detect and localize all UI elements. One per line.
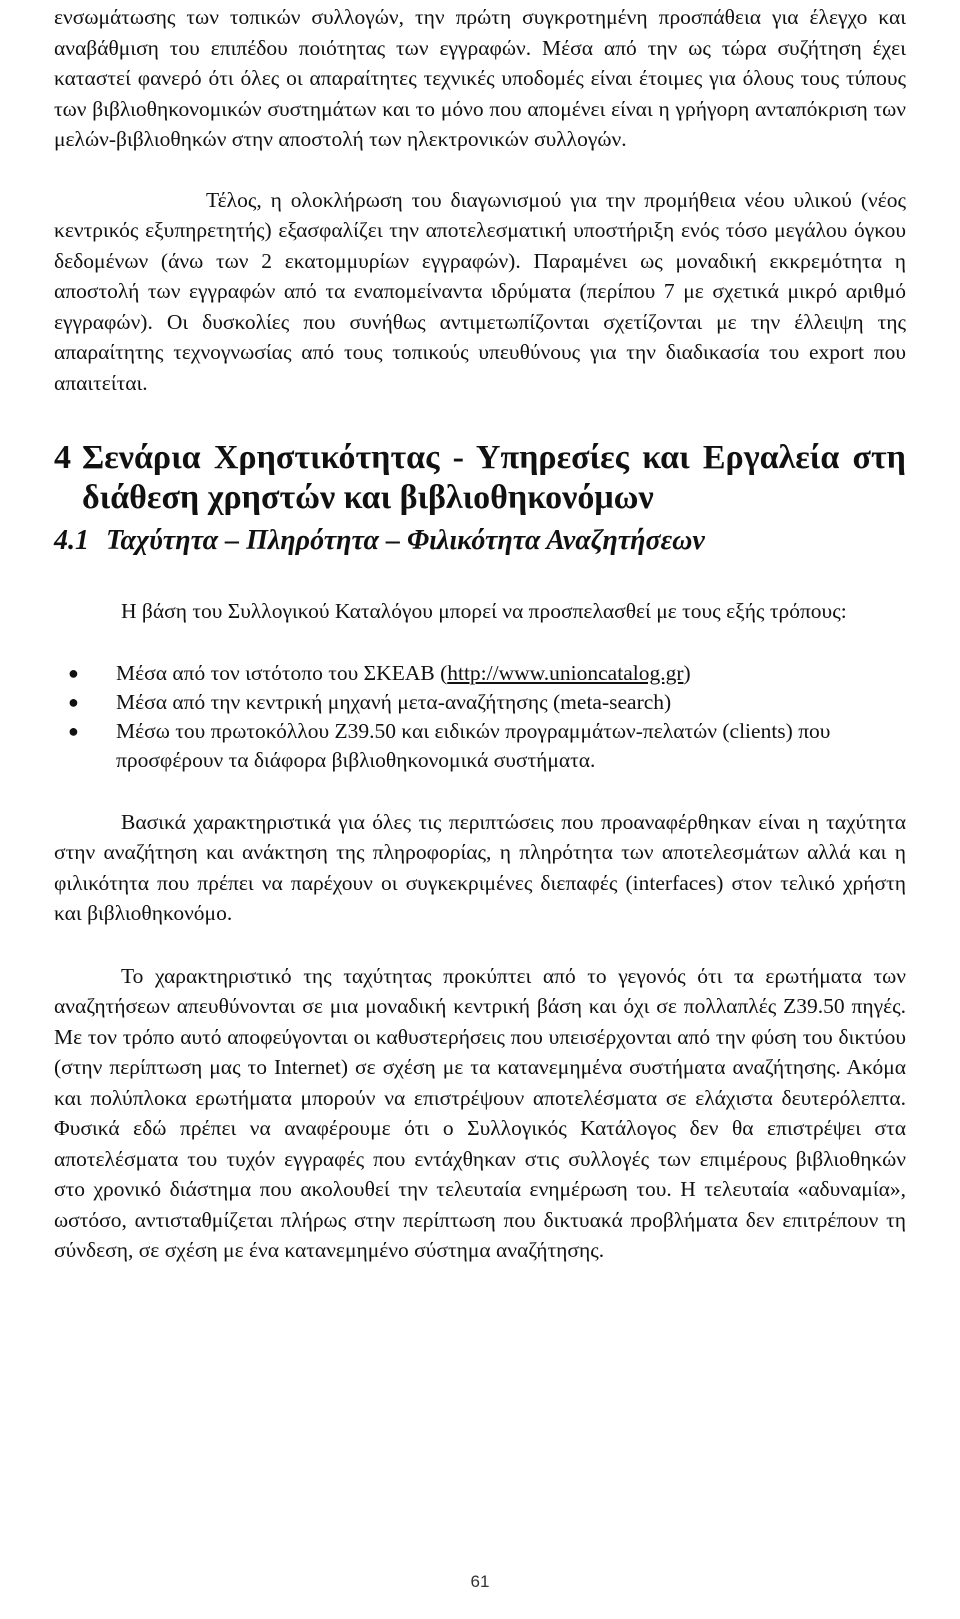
section-title: Σενάρια Χρηστικότητας - Υπηρεσίες και Εργαλεία στη διάθεση χρηστών και βιβλιοθηκονόμων <box>82 439 906 516</box>
list-item-text: Μέσα από τον ιστότοπο του ΣΚΕΑΒ (http://www.unioncatalog.gr) <box>116 660 691 685</box>
paragraph-collection-integration: ενσωμάτωσης των τοπικών συλλογών, την πρώτη συγκροτημένη προσπάθεια για έλεγχο και αναβάθμιση του επιπέδου ποιότητας των εγγραφών. Μέσα από την ως τώρα συζήτηση έχει καταστεί φανερό ότι όλες οι απαραίτητες τεχνικές υποδομές είναι έτοιμες για όλους τους τύπους των βιβλιοθηκονομικών συστημάτων και το μόνο που απομένει είναι η γρήγορη ανταπόκριση των μελών-βιβλιοθηκών στην αποστολή των ηλεκτρονικών συλλογών. <box>54 5 906 151</box>
subsection-title: Ταχύτητα – Πληρότητα – Φιλικότητα Αναζητήσεων <box>106 525 705 556</box>
paragraph-key-characteristics: Βασικά χαρακτηριστικά για όλες τις περιπτώσεις που προαναφέρθηκαν είναι η ταχύτητα στην αναζήτηση και ανάκτηση της πληροφορίας, η πληρότητα των αποτελεσμάτων αλλά και η φιλικότητα που πρέπει να παρέχουν οι συγκεκριμένες διεπαφές (interfaces) στον τελικό χρήστη και βιβλιοθηκονόμο. <box>54 809 906 925</box>
list-item-text: Μέσα από την κεντρική μηχανή μετα-αναζήτησης (meta-search) <box>116 689 672 714</box>
document-page <box>54 0 906 1266</box>
section-number: 4 <box>54 439 71 476</box>
bullet-icon: ● <box>68 691 79 712</box>
list-item <box>54 688 906 717</box>
paragraph-access-methods: Η βάση του Συλλογικού Καταλόγου μπορεί να προσπελασθεί με τους εξής τρόπους: <box>121 599 847 623</box>
list-item <box>54 717 906 775</box>
access-methods-list <box>54 659 906 775</box>
list-item <box>54 659 906 688</box>
subsection-heading <box>54 524 906 558</box>
section-heading <box>54 438 906 518</box>
list-item-text: Μέσω του πρωτοκόλλου Z39.50 και ειδικών προγραμμάτων-πελατών (clients) που προσφέρουν τα διάφορα βιβλιοθηκονομικά συστήματα. <box>116 718 831 772</box>
page-number: 61 <box>470 1572 490 1591</box>
subsection-number: 4.1 <box>54 525 89 556</box>
bullet-icon: ● <box>68 662 79 683</box>
paragraph-speed: Το χαρακτηριστικό της ταχύτητας προκύπτει από το γεγονός ότι τα ερωτήματα των αναζητήσεων απευθύνονται σε μια μοναδική κεντρική βάση και όχι σε πολλαπλές Z39.50 πηγές. Με τον τρόπο αυτό αποφεύγονται οι καθυστερήσεις που υπεισέρχονται από την φύση του δικτύου (στην περίπτωση μας το Internet) σε σχέση με τα κατανεμημένα συστήματα αναζήτησης. Ακόμα και πολύπλοκα ερωτήματα μπορούν να επιστρέψουν αποτελέσματα σε ελάχιστα δευτερόλεπτα. Φυσικά εδώ πρέπει να αναφέρουμε ότι ο Συλλογικός Κατάλογος δεν θα επιστρέψει στα αποτελέσματα του τυχόν εγγραφές που εντάχθηκαν στις συλλογές των επιμέρους βιβλιοθηκών στο χρονικό διάστημα που ακολουθεί την τελευταία ενημέρωση του. Η τελευταία «αδυναμία», ωστόσο, αντισταθμίζεται πλήρως στην περίπτωση που δικτυακά προβλήματα δεν επιτρέπουν τη σύνδεση, σε σχέση με ένα κατανεμημένο σύστημα αναζήτησης. <box>54 963 906 1262</box>
paragraph-new-server: Τέλος, η ολοκλήρωση του διαγωνισμού για την προμήθεια νέου υλικού (νέος κεντρικός εξυπηρετητής) εξασφαλίζει την αποτελεσματική υποστήριξη ενός τόσο μεγάλου όγκου δεδομένων (άνω των 2 εκατομμυρίων εγγραφών). Παραμένει ως μοναδική εκκρεμότητα η αποστολή των εγγραφών από τα εναπομείναντα ιδρύματα (περίπου 7 με σχετικά μικρό αριθμό εγγραφών). Οι δυσκολίες που συνήθως αντιμετωπίζονται σχετίζονται με την έλλειψη της απαραίτητης τεχνογνωσίας από τους τοπικούς υπευθύνους για την διαδικασία του export που απαιτείται. <box>54 187 906 395</box>
unioncatalog-link[interactable]: http://www.unioncatalog.gr <box>447 660 684 685</box>
bullet-icon: ● <box>68 720 79 741</box>
